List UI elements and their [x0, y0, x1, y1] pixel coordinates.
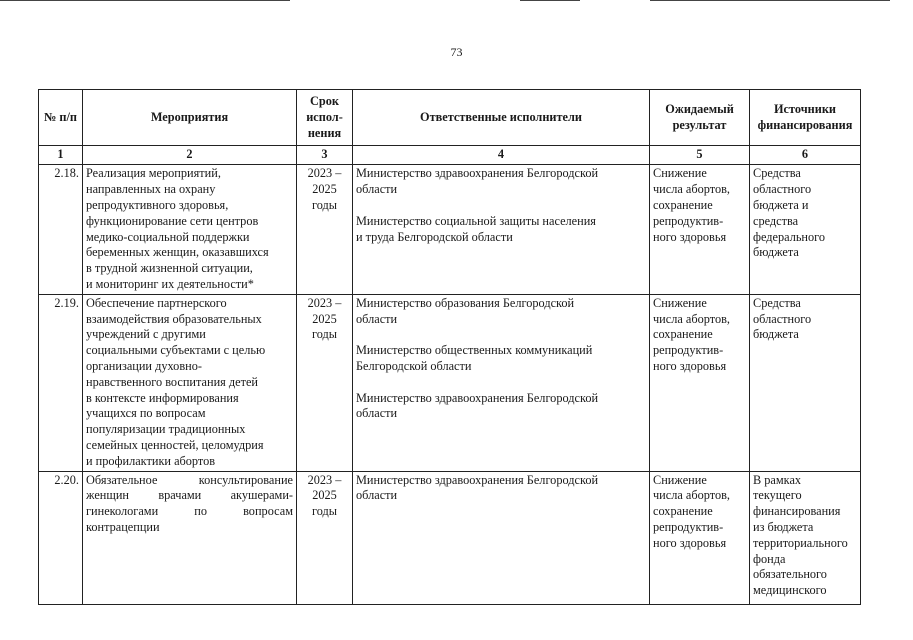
row-number: 2.18. [39, 165, 83, 294]
executors-cell [353, 471, 650, 604]
executors-cell [353, 294, 650, 471]
funding-text: Средства областного бюджета [750, 294, 861, 471]
term-text: 2023 – 2025 годы [297, 471, 353, 604]
executor: Министерство здравоохранения Белгородской области [356, 166, 599, 197]
executor: Министерство общественных коммуникаций Белгородской области [356, 343, 593, 373]
header-cell: Срок испол- нения [297, 90, 353, 146]
page-number: 73 [450, 45, 463, 59]
executor: Министерство здравоохранения Белгородской области [356, 390, 599, 421]
table-row [39, 471, 861, 604]
scan-edge-line [650, 0, 890, 1]
executors-cell [353, 165, 650, 294]
column-number: 2 [83, 146, 297, 165]
header-cell: Мероприятия [83, 90, 297, 146]
header-cell: № п/п [39, 90, 83, 146]
measures-table [38, 89, 861, 605]
column-number: 6 [750, 146, 861, 165]
result-text: Снижение числа абортов, сохранение репродуктив- ного здоровья [650, 471, 750, 604]
term-text: 2023 – 2025 годы [297, 165, 353, 294]
measure-text: Реализация мероприятий, направленных на охрану репродуктивного здоровья, функционирование сети центров медико-социальной поддержки беременных женщин, оказавшихся в трудной жизненной ситуации, и мониторинг их деятельности* [83, 165, 297, 294]
column-number-row [39, 146, 861, 165]
header-cell: Ответственные исполнители [353, 90, 650, 146]
executor: Министерство социальной защиты населения и труда Белгородской области [356, 213, 596, 244]
term-text: 2023 – 2025 годы [297, 294, 353, 471]
result-text: Снижение числа абортов, сохранение репродуктив- ного здоровья [650, 165, 750, 294]
row-number: 2.19. [39, 294, 83, 471]
result-text: Снижение числа абортов, сохранение репродуктив- ного здоровья [650, 294, 750, 471]
column-number: 1 [39, 146, 83, 165]
table-row [39, 165, 861, 294]
scan-edge-line [520, 0, 580, 1]
column-number: 3 [297, 146, 353, 165]
row-number: 2.20. [39, 471, 83, 604]
measure-text: Обязательное консультирование женщин врачами акушерами-гинекологами по вопросам контрацепции [83, 471, 297, 604]
column-number: 5 [650, 146, 750, 165]
measure-text: Обеспечение партнерского взаимодействия образовательных учреждений с другими социальными субъектами с целью организации духовно- нравственного воспитания детей в контексте информирования учащихся по вопросам популяризации традиционных семейных ценностей, целомудрия и профилактики абортов [83, 294, 297, 471]
header-row [39, 90, 861, 146]
scan-edge-line [0, 0, 290, 1]
funding-text: Средства областного бюджета и средства федерального бюджета [750, 165, 861, 294]
executor: Министерство здравоохранения Белгородской области [356, 472, 599, 503]
header-cell: Источники финансирования [750, 90, 861, 146]
header-cell: Ожидаемый результат [650, 90, 750, 146]
column-number: 4 [353, 146, 650, 165]
funding-text: В рамках текущего финансирования из бюджета территориального фонда обязательного медицинского [750, 471, 861, 604]
table-row [39, 294, 861, 471]
executor: Министерство образования Белгородской области [356, 295, 575, 326]
